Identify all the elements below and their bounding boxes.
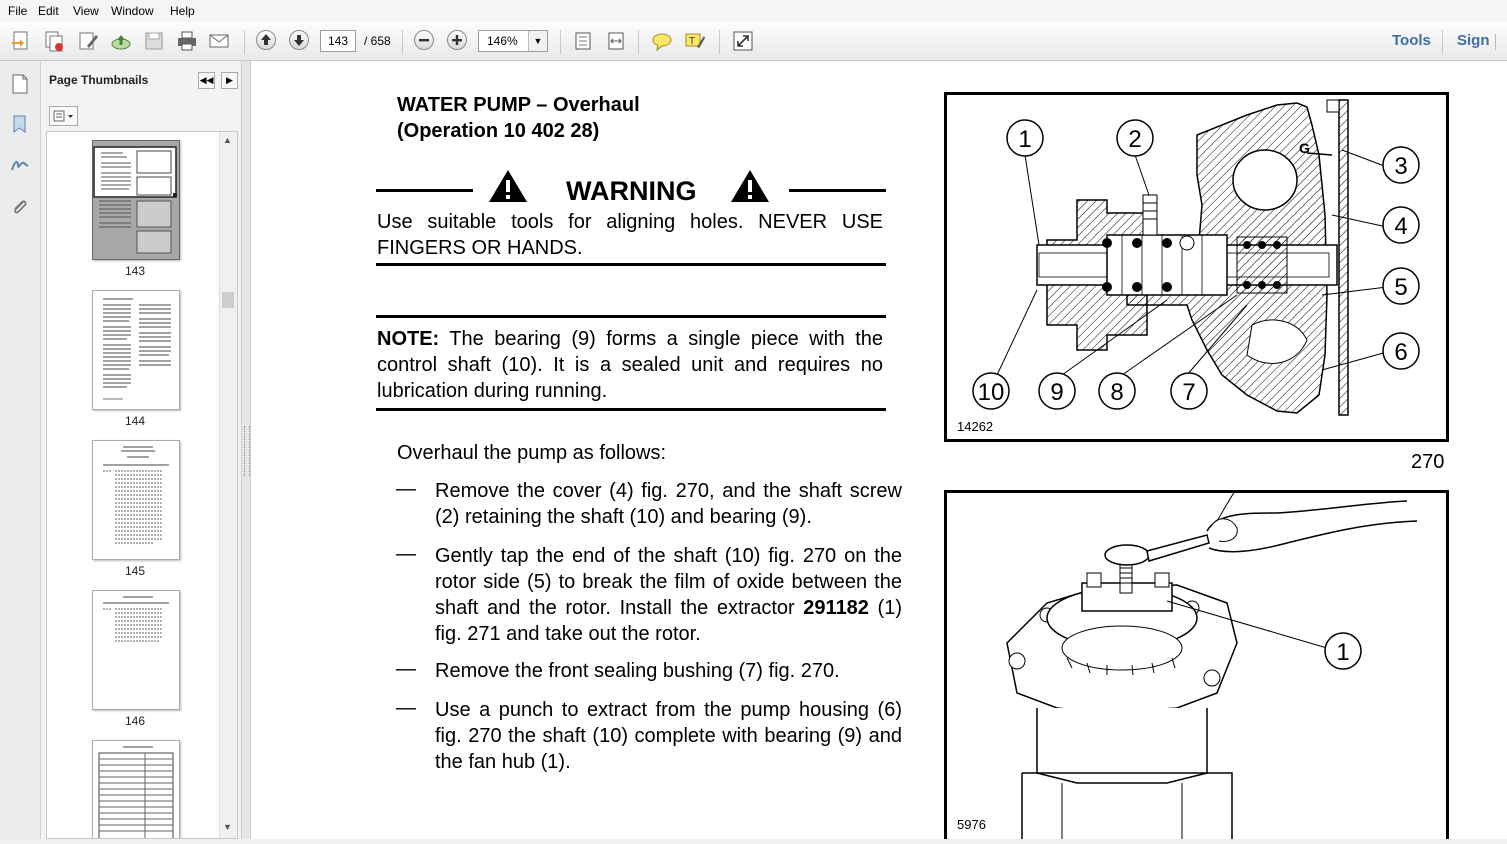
chevron-down-icon[interactable]: ▼: [528, 31, 547, 51]
gap-label: G: [1299, 140, 1310, 156]
document-view[interactable]: [251, 61, 1507, 839]
attachments-icon[interactable]: [9, 197, 31, 219]
thumbnail-label: 144: [124, 414, 146, 428]
thumbnail-label: 146: [124, 714, 146, 728]
pump-cross-section-drawing: [947, 95, 1446, 439]
thumbnail-page-143[interactable]: [92, 140, 180, 260]
options-menu-icon: [50, 107, 77, 125]
save-icon[interactable]: [143, 30, 165, 52]
menu-window[interactable]: Window: [111, 4, 154, 18]
step-4: Use a punch to extract from the pump housing (6) fig. 270 the shaft (10) complete with bearing (9) and the fan hub (1).: [435, 699, 902, 773]
toolbar-separator: [1442, 30, 1443, 54]
thumbnail-page-146[interactable]: [92, 590, 180, 710]
warning-rule-left: [376, 189, 473, 192]
step-2-text-b: (1) fig. 271 and take out the rotor.: [435, 597, 902, 645]
zoom-value: 146%: [487, 34, 518, 48]
thumbnail-page-144[interactable]: [92, 290, 180, 410]
page-thumbnails-panel: [41, 61, 241, 839]
splitter-grip[interactable]: [244, 426, 250, 476]
minus-icon: [415, 31, 433, 49]
warning-text-line2: FINGERS OR HANDS.: [377, 237, 583, 259]
zoom-in-button[interactable]: [447, 30, 467, 50]
highlight-icon[interactable]: [684, 30, 706, 52]
thumbnail-list[interactable]: [46, 131, 238, 839]
note-top-rule: [376, 315, 886, 318]
scrollbar-thumb[interactable]: [222, 292, 234, 308]
list-dash: —: [396, 543, 416, 565]
figure-code: 14262: [957, 419, 994, 434]
sign-button[interactable]: Sign: [1457, 32, 1490, 49]
page-number-input[interactable]: 143: [320, 30, 356, 52]
print-icon[interactable]: [176, 30, 198, 52]
callout-7: 7: [1182, 379, 1196, 406]
callout-4: 4: [1394, 213, 1408, 240]
next-page-button[interactable]: [289, 30, 309, 50]
menu-edit[interactable]: Edit: [38, 4, 59, 18]
fit-width-icon[interactable]: [605, 30, 627, 52]
note-bottom-rule: [376, 408, 886, 411]
collapse-panel-button[interactable]: ◀◀: [198, 72, 215, 89]
callout-9: 9: [1050, 379, 1064, 406]
panel-splitter[interactable]: [241, 61, 251, 839]
warning-triangle-icon: [487, 168, 529, 204]
warning-text-line1: Use suitable tools for aligning holes. NEVER USE: [377, 211, 883, 233]
thumbnail-preview: [93, 141, 179, 259]
combine-files-icon[interactable]: [43, 30, 65, 52]
callout-1: 1: [1336, 639, 1350, 666]
list-dash: —: [396, 658, 416, 680]
step-1: Remove the cover (4) fig. 270, and the shaft screw (2) retaining the shaft (10) and bearing (9).: [435, 480, 902, 528]
step-3: Remove the front sealing bushing (7) fig. 270.: [435, 660, 840, 682]
panel-title: Page Thumbnails: [49, 73, 149, 87]
panel-next-button[interactable]: ▶: [221, 72, 238, 89]
bookmarks-icon[interactable]: [9, 113, 31, 135]
signatures-icon[interactable]: [9, 154, 31, 176]
step-2: [435, 543, 902, 647]
toolbar-separator: [244, 30, 245, 54]
callout-2: 2: [1128, 126, 1142, 153]
thumbnail-preview: [93, 441, 179, 559]
callout-6: 6: [1394, 339, 1408, 366]
callout-10: 10: [977, 379, 1005, 406]
zoom-select[interactable]: [478, 30, 548, 52]
figure-code: 5976: [957, 817, 986, 832]
callout-8: 8: [1110, 379, 1124, 406]
callout-3: 3: [1394, 153, 1408, 180]
menu-file[interactable]: File: [8, 4, 28, 18]
warning-triangle-icon: [729, 168, 771, 204]
plus-icon: [448, 31, 466, 49]
note-label: NOTE:: [377, 328, 440, 350]
navigation-pane: [0, 61, 41, 839]
extractor-drawing: [947, 493, 1446, 839]
thumbnail-scrollbar[interactable]: [219, 132, 237, 838]
list-dash: —: [396, 478, 416, 500]
tools-button[interactable]: Tools: [1392, 32, 1431, 49]
page-heading-line2: (Operation 10 402 28): [397, 120, 600, 142]
scroll-down-icon[interactable]: ▼: [223, 822, 232, 832]
zoom-out-button[interactable]: [414, 30, 434, 50]
menu-help[interactable]: Help: [170, 4, 195, 18]
extractor-part-number: 291182: [803, 597, 869, 619]
warning-title: WARNING: [566, 176, 697, 206]
toolbar-separator: [560, 30, 561, 54]
figure-271-extractor: [944, 490, 1449, 839]
menu-bar: [0, 0, 1507, 23]
callout-1: 1: [1018, 126, 1032, 153]
scroll-up-icon[interactable]: ▲: [223, 135, 232, 145]
note-text: The bearing (9) forms a single piece with the control shaft (10). It is a sealed unit and requires no lubrication during running.: [377, 328, 883, 402]
fit-page-icon[interactable]: [572, 30, 594, 52]
callout-5: 5: [1394, 274, 1408, 301]
email-icon[interactable]: [208, 30, 230, 52]
figure-270-water-pump-section: [944, 92, 1449, 442]
list-dash: —: [396, 697, 416, 719]
toolbar-divider: [1495, 34, 1496, 50]
overhaul-intro: Overhaul the pump as follows:: [397, 442, 667, 464]
toolbar-separator: [719, 30, 720, 54]
upload-cloud-icon[interactable]: [110, 30, 132, 52]
comment-icon[interactable]: [651, 30, 673, 52]
page-thumbnails-icon[interactable]: [9, 73, 31, 95]
page-heading-line1: WATER PUMP – Overhaul: [397, 94, 640, 116]
toolbar-separator: [402, 30, 403, 54]
edit-document-icon[interactable]: [77, 30, 99, 52]
warning-rule-right: [789, 189, 886, 192]
thumbnail-page-145[interactable]: [92, 440, 180, 560]
page-total: / 658: [364, 34, 391, 48]
note-paragraph: [377, 326, 883, 404]
menu-view[interactable]: View: [73, 4, 99, 18]
thumbnail-page-147[interactable]: [92, 740, 180, 839]
thumbnail-label: 145: [124, 564, 146, 578]
arrow-up-icon: [257, 31, 275, 49]
toolbar-separator: [638, 30, 639, 54]
thumbnail-label: 143: [124, 264, 146, 278]
step-2-text-a: Gently tap the end of the shaft (10) fig. 270 on the rotor side (5) to break the film of oxide between the shaft and the rotor. Install the extractor: [435, 545, 902, 619]
thumbnail-preview: [93, 591, 179, 709]
toolbar: [0, 22, 1507, 61]
thumbnail-preview: [93, 291, 179, 409]
thumbnail-preview: [93, 741, 179, 839]
svg-text:T: T: [689, 36, 696, 47]
create-pdf-icon[interactable]: [10, 30, 32, 52]
figure-number: 270: [1411, 451, 1445, 473]
previous-page-button[interactable]: [256, 30, 276, 50]
warning-bottom-rule: [376, 263, 886, 266]
expand-icon[interactable]: [732, 30, 754, 52]
thumbnail-options-button[interactable]: [49, 106, 78, 126]
arrow-down-icon: [290, 31, 308, 49]
